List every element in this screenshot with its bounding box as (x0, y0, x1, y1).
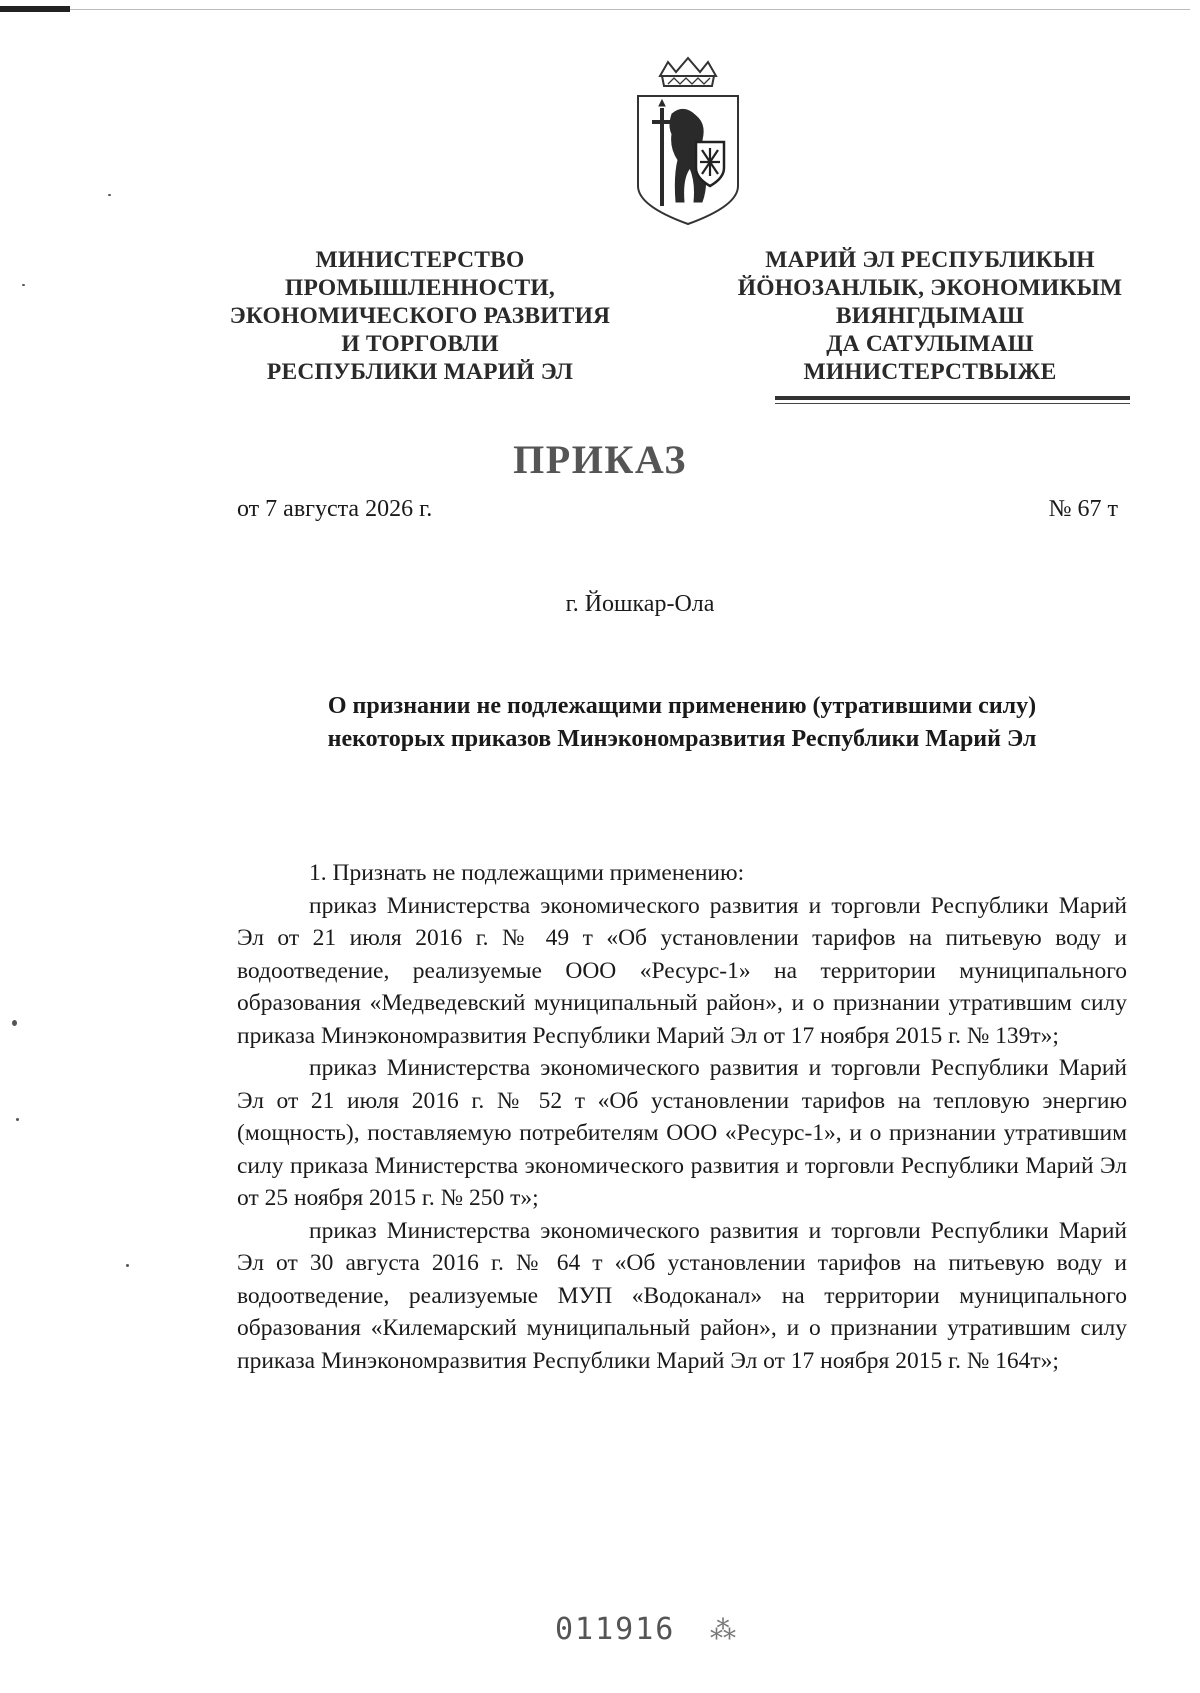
ministry-name-line: ЙÖНОЗАНЛЫК, ЭКОНОМИКЫМ (737, 275, 1123, 301)
scan-speck (22, 284, 25, 286)
scan-speck (16, 1118, 19, 1121)
coat-of-arms-emblem (632, 56, 744, 228)
scan-edge (0, 0, 1200, 14)
ministry-name-russian (200, 246, 640, 386)
ministry-name-line: РЕСПУБЛИКИ МАРИЙ ЭЛ (266, 359, 574, 385)
scan-speck (12, 1020, 17, 1026)
ministry-name-line: МИНИСТЕРСТВО (315, 247, 525, 273)
ministry-name-line: МАРИЙ ЭЛ РЕСПУБЛИКЫН (765, 247, 1095, 273)
body-paragraph: приказ Министерства экономического развития и торговли Республики Марий Эл от 30 августа 2016 г. № 64 т «Об установлении тарифов на питьевую воду и водоотведение, реализуемые МУП «Водоканал» на территории муниципального образования «Килемарский муниципальный район», и о признании утратившим силу приказа Минэкономразвития Республики Марий Эл от 17 ноября 2015 г. № 164т»; (237, 1217, 1127, 1374)
header-divider-thin (775, 403, 1130, 404)
serial-stamp: 011916 (555, 1612, 676, 1647)
document-city: г. Йошкар-Ола (565, 591, 715, 617)
scan-edge-mark (0, 6, 70, 12)
document-number: № 67 т (1048, 496, 1118, 522)
scan-speck (126, 1264, 129, 1267)
document-date: от 7 августа 2026 г. (237, 496, 433, 522)
ministry-name-line: И ТОРГОВЛИ (341, 331, 499, 357)
ministry-name-line: ДА САТУЛЫМАШ (826, 331, 1034, 357)
subject-line: некоторых приказов Минэкономразвития Республики Марий Эл (327, 726, 1037, 752)
stamp-star-icon: ⁂ (710, 1616, 736, 1645)
body-paragraph: приказ Министерства экономического развития и торговли Республики Марий Эл от 21 июля 2016 г. № 49 т «Об установлении тарифов на питьевую воду и водоотведение, реализуемые ООО «Ресурс-1» на территории муниципального образования «Медведевский муниципальный район», и о признании утратившим силу приказа Минэкономразвития Республики Марий Эл от 17 ноября 2015 г. № 139т»; (237, 892, 1127, 1049)
ministry-name-line: МИНИСТЕРСТВЫЖЕ (803, 359, 1057, 385)
document-title: ПРИКАЗ (513, 437, 687, 482)
document-body (237, 857, 1127, 1377)
body-item-heading: 1. Признать не подлежащими применению: (309, 860, 745, 886)
ministry-name-line: ВИЯНГДЫМАШ (835, 303, 1025, 329)
ministry-name-line: ПРОМЫШЛЕННОСТИ, (285, 275, 555, 301)
header-divider-thick (775, 396, 1130, 400)
ministry-name-mari (715, 246, 1145, 386)
body-paragraph: приказ Министерства экономического развития и торговли Республики Марий Эл от 21 июля 2016 г. № 52 т «Об установлении тарифов на тепловую энергию (мощность), поставляемую потребителям ООО «Ресурс-1», и о признании утратившим силу приказа Министерства экономического развития и торговли Республики Марий Эл от 25 ноября 2015 г. № 250 т»; (237, 1055, 1127, 1211)
ministry-name-line: ЭКОНОМИЧЕСКОГО РАЗВИТИЯ (229, 303, 611, 329)
scan-edge-line (70, 9, 1190, 10)
subject-line: О признании не подлежащими применению (утратившими силу) (327, 693, 1037, 719)
scan-speck (108, 194, 111, 196)
document-subject (237, 690, 1127, 756)
